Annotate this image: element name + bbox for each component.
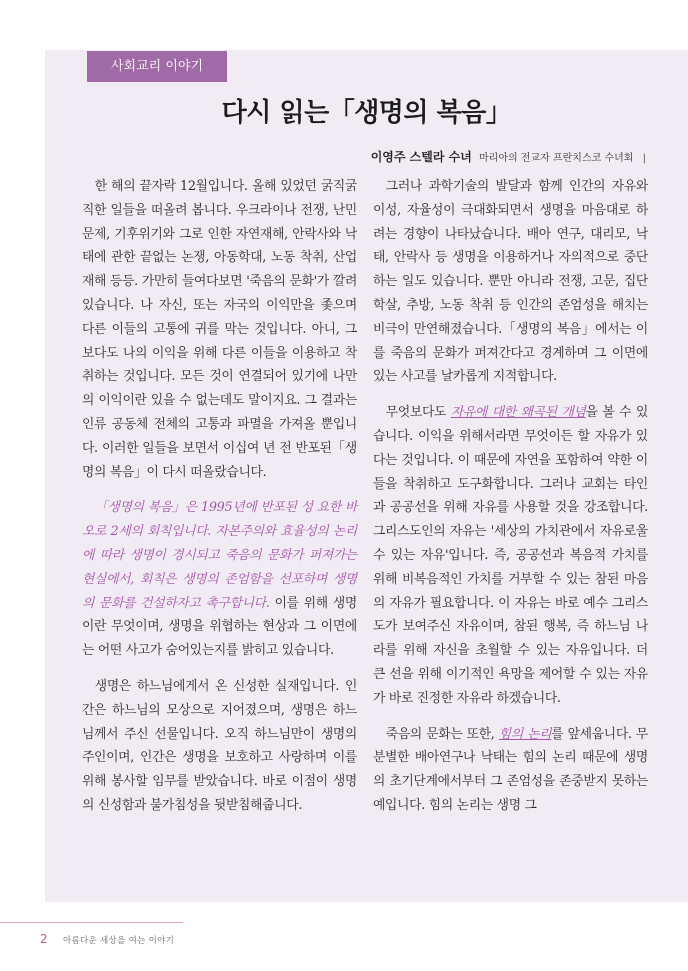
page-title: 다시 읽는「생명의 복음」 — [221, 98, 512, 128]
author-affiliation: 마리아의 전교자 프란치스코 수녀회 — [479, 153, 634, 164]
paragraph-text: 를 앞세웁니다. 무분별한 배아연구나 낙태는 힘의 논리 때문에 생명의 초기단계에서부터 그 존엄성을 존중받지 못하는 예입니다. 힘의 논리는 생명 그 — [373, 726, 648, 813]
highlighted-text: 「생명의 복음」은 1995년에 반포된 성 요한 바오로 2세의 회칙입니다. 자본주의와 효율성의 논리에 따라 생명이 경시되고 죽음의 문화가 퍼져가는 현실에서, 회칙은 생명의 존엄함을 선포하며 생명의 문화를 건설하자고 촉구합니다. — [82, 500, 357, 611]
paragraph-text: 이를 위해 생명이란 무엇이며, 생명을 위협하는 현상과 그 이면에는 어떤 사고가 숨어있는지를 밝히고 있습니다. — [82, 595, 357, 659]
byline — [371, 149, 646, 167]
paragraph-text: 을 볼 수 있습니다. 이익을 위해서라면 무엇이든 할 자유가 있다는 것입니다. 이 때문에 자연을 포함하여 약한 이들을 착취하고 도구화합니다. 그러나 교회는 타인과 공공선을 위해 자유를 사용할 것을 강조합니다. 그리스도인의 자유는 '세상의 가치관에서 자유로울 수 있는 자유'입니다. 즉, 공공선과 복음적 가치를 위해 비복음적인 가치를 거부할 수 있는 참된 마음의 자유가 필요합니다. 이 자유는 바로 예수 그리스도가 보여주신 자유이며, 참된 행복, 즉 하느님 나라를 위해 자신을 초월할 수 있는 자유입니다. 더 큰 선을 위해 이기적인 욕망을 제어할 수 있는 자유가 바로 진정한 자유라 하겠습니다. — [373, 405, 649, 706]
publication-name: 아름다운 세상을 여는 이야기 — [63, 936, 175, 946]
page-number: 2 — [40, 932, 48, 946]
paragraph — [82, 496, 357, 663]
right-column — [373, 175, 648, 830]
footer-divider — [0, 922, 183, 923]
paragraph — [373, 401, 648, 710]
author-name: 이영주 스텔라 수녀 — [370, 150, 472, 164]
paragraph: 생명은 하느님에게서 온 신성한 실재입니다. 인간은 하느님의 모상으로 지어졌으며, 생명은 하느님께서 주신 선물입니다. 오직 하느님만이 생명의 주인이며, 인간은 생명을 보호하고 사랑하며 이를 위해 봉사할 임무를 받았습니다. 바로 이점이 생명의 신성함과 불가침성을 뒷받침해줍니다. — [82, 678, 357, 813]
paragraph — [373, 723, 648, 818]
paragraph: 그러나 과학기술의 발달과 함께 인간의 자유와 이성, 자율성이 극대화되면서 생명을 마음대로 하려는 경향이 나타났습니다. 배아 연구, 대리모, 낙태, 안락사 등 생명을 이용하거나 자의적으로 중단하는 일도 있습니다. 뿐만 아니라 전쟁, 고문, 집단 학살, 추방, 노동 착취 등 인간의 존엄성을 해치는 비극이 만연해졌습니다.「생명의 복음」에서는 이를 죽음의 문화가 퍼져간다고 경계하며 그 이면에 있는 사고를 날카롭게 지적합니다. — [373, 179, 648, 385]
paragraph: 한 해의 끝자락 12월입니다. 올해 있었던 굵직굵직한 일들을 떠올려 봅니다. 우크라이나 전쟁, 난민문제, 기후위기와 그로 인한 자연재해, 안락사와 낙태에 관한 끝없는 논쟁, 아동학대, 노동 착취, 산업재해 등등. 가만히 들여다보면 '죽음의 문화'가 깔려 있습니다. 나 자신, 또는 자국의 이익만을 좇으며 다른 이들의 고통에 귀를 막는 것입니다. 아니, 그보다도 나의 이익을 위해 다른 이들을 이용하고 착취하는 것입니다. 모든 것이 연결되어 있기에 나만의 이익이란 있을 수 없는데도 말이지요. 그 결과는 인류 공동체 전체의 고통과 파멸을 가져올 뿐입니다. 이러한 일들을 보면서 이십여 년 전 반포된「생명의 복음」이 다시 떠올랐습니다. — [82, 179, 357, 480]
left-column — [82, 175, 357, 830]
emphasized-concept-power: 힘의 논리 — [498, 726, 552, 742]
byline-divider: | — [642, 153, 646, 164]
paragraph-text: 죽음의 문화는 또한, — [385, 726, 499, 742]
section-tag: 사회교리 이야기 — [87, 51, 227, 82]
emphasized-concept-freedom: 자유에 대한 왜곡된 개념 — [450, 405, 586, 421]
paragraph-text: 무엇보다도 — [385, 405, 451, 421]
